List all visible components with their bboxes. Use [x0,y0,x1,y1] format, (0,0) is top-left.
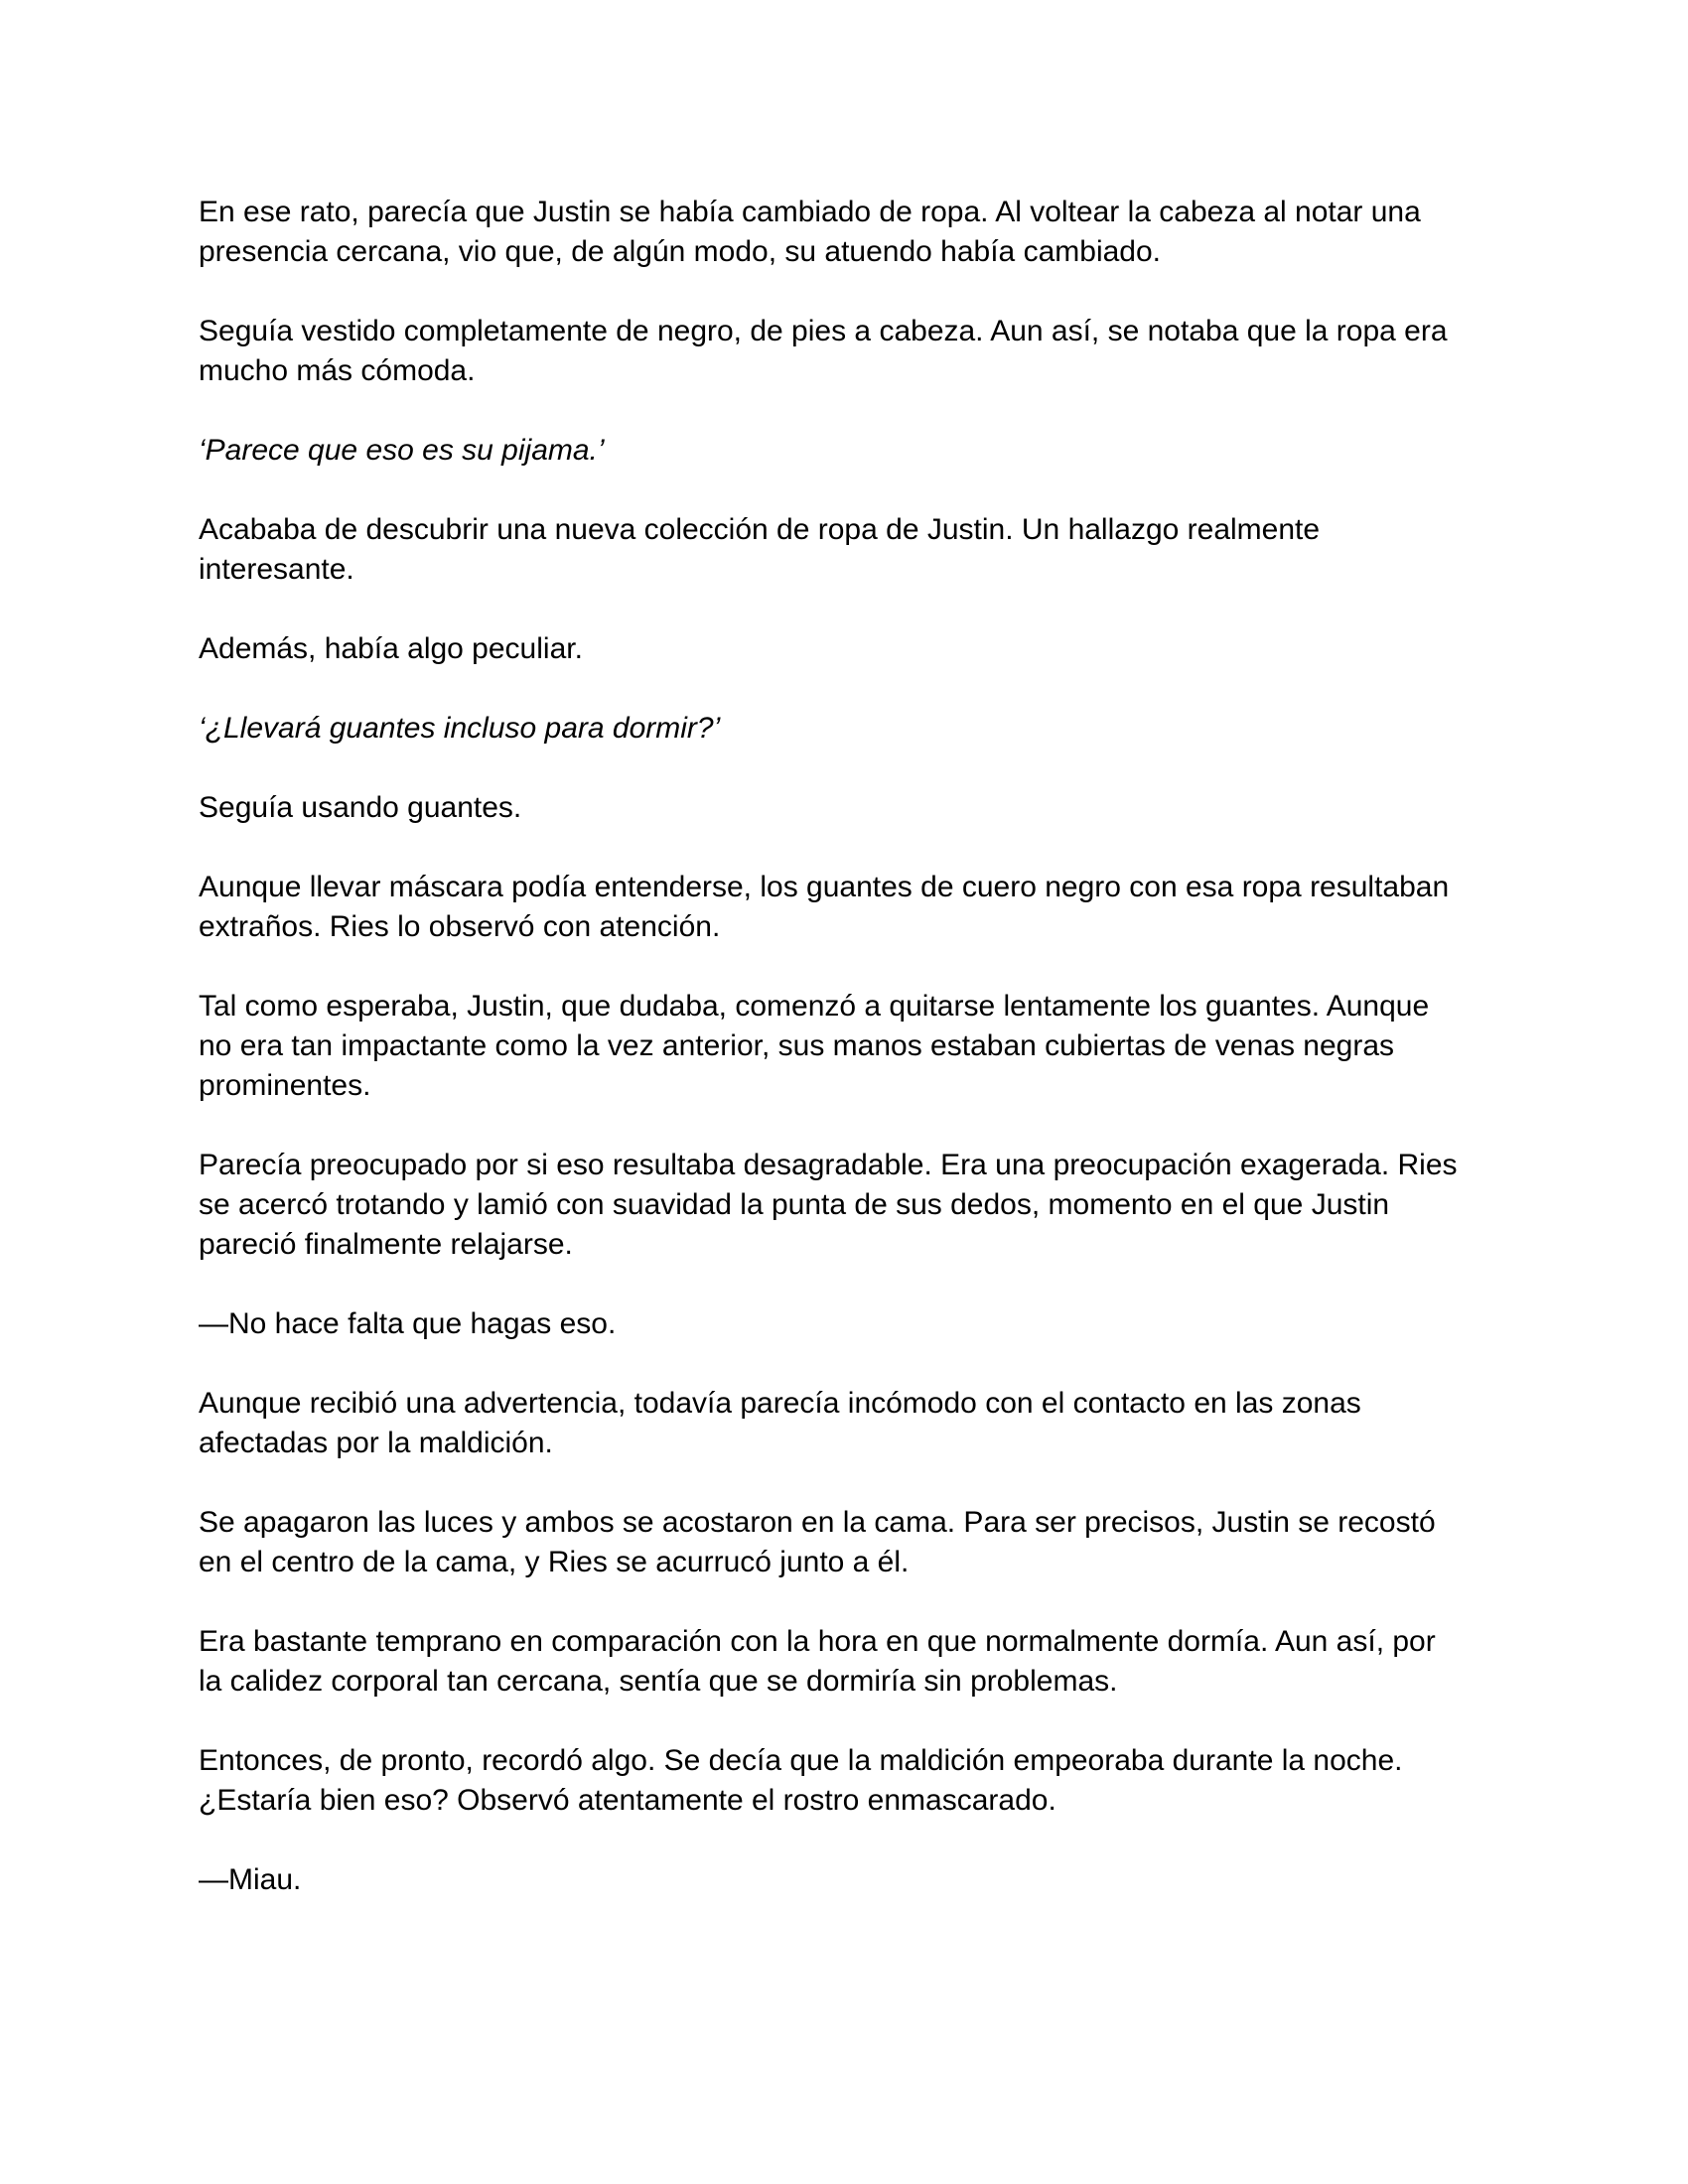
paragraph: Seguía usando guantes. [199,791,522,824]
paragraph: Entonces, de pronto, recordó algo. Se decía que la maldición empeoraba durante la noche. ¿Estaría bien eso? Observó atentamente el rostro enmascarado. [199,1744,1403,1817]
italic-thought: ‘Parece que eso es su pijama.’ [199,434,605,467]
paragraph: Aunque recibió una advertencia, todavía parecía incómodo con el contacto en las zonas afectadas por la maldición. [199,1387,1361,1459]
italic-thought: ‘¿Llevará guantes incluso para dormir?’ [199,712,721,745]
paragraph: Parecía preocupado por si eso resultaba desagradable. Era una preocupación exagerada. Ries se acercó trotando y lamió con suavidad la punta de sus dedos, momento en el que Justin pareció finalmente relajarse. [199,1149,1458,1261]
paragraph: Además, había algo peculiar. [199,632,583,665]
paragraph: En ese rato, parecía que Justin se había cambiado de ropa. Al voltear la cabeza al notar una presencia cercana, vio que, de algún modo, su atuendo había cambiado. [199,196,1421,268]
paragraph: Tal como esperaba, Justin, que dudaba, comenzó a quitarse lentamente los guantes. Aunque no era tan impactante como la vez anterior, sus manos estaban cubiertas de venas negras prominentes. [199,990,1430,1102]
paragraph: Se apagaron las luces y ambos se acostaron en la cama. Para ser precisos, Justin se recostó en el centro de la cama, y Ries se acurrucó junto a él. [199,1506,1436,1578]
dialogue-line: —No hace falta que hagas eso. [199,1307,617,1340]
paragraph: Aunque llevar máscara podía entenderse, los guantes de cuero negro con esa ropa resultaban extraños. Ries lo observó con atención. [199,871,1450,943]
paragraph: Era bastante temprano en comparación con la hora en que normalmente dormía. Aun así, por la calidez corporal tan cercana, sentía que se dormiría sin problemas. [199,1625,1436,1698]
paragraph: Acababa de descubrir una nueva colección de ropa de Justin. Un hallazgo realmente interesante. [199,513,1321,586]
paragraph: Seguía vestido completamente de negro, de pies a cabeza. Aun así, se notaba que la ropa era mucho más cómoda. [199,315,1448,387]
document-page [199,193,1489,1940]
dialogue-line: —Miau. [199,1863,302,1896]
